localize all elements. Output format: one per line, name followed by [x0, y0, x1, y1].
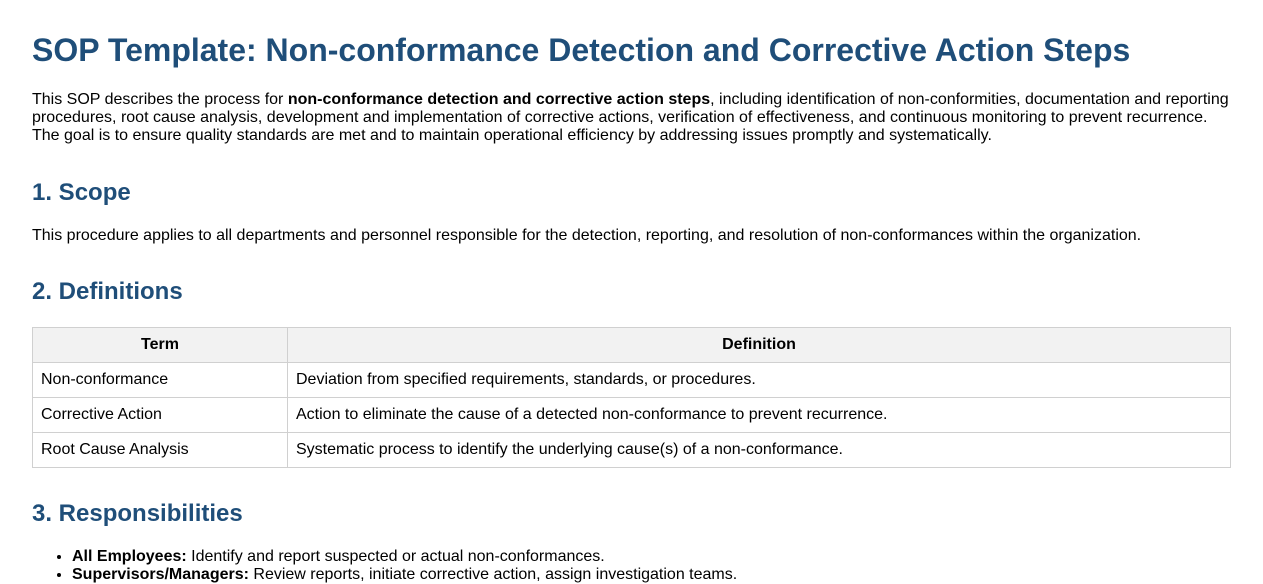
responsibilities-list [32, 548, 1231, 584]
table-row [33, 363, 1231, 398]
scope-heading: 1. Scope [32, 179, 131, 206]
scope-text: This procedure applies to all departments and personnel responsible for the detection, reporting, and resolution of non-conformances within the organization. [32, 227, 1142, 244]
column-header-definition: Definition [288, 328, 1231, 363]
role-label: All Employees: [72, 548, 187, 565]
definitions-table [32, 327, 1231, 468]
page-title: SOP Template: Non-conformance Detection and Corrective Action Steps [32, 32, 1131, 68]
table-row [33, 398, 1231, 433]
term-cell: Corrective Action [33, 398, 288, 433]
intro-paragraph [32, 91, 1232, 145]
definition-cell: Action to eliminate the cause of a detected non-conformance to prevent recurrence. [288, 398, 1231, 433]
intro-text-start: This SOP describes the process for [32, 91, 288, 108]
list-item [72, 548, 1231, 566]
column-header-term: Term [33, 328, 288, 363]
role-description: Identify and report suspected or actual non-conformances. [186, 548, 605, 565]
definition-cell: Deviation from specified requirements, standards, or procedures. [288, 363, 1231, 398]
intro-text-end: , including identification of non-conformities, documentation and reporting procedures, root cause analysis, development and implementation of corrective actions, verification of effectiveness, and continuous monitoring to prevent recurrence. The goal is to ensure quality standards are met and to maintain operational efficiency by addressing issues promptly and systematically. [32, 91, 1229, 144]
definition-cell: Systematic process to identify the underlying cause(s) of a non-conformance. [288, 433, 1231, 468]
list-item [72, 566, 1231, 584]
responsibilities-heading: 3. Responsibilities [32, 500, 243, 527]
table-header-row [33, 328, 1231, 363]
role-description: Review reports, initiate corrective action, assign investigation teams. [248, 566, 738, 583]
term-cell: Root Cause Analysis [33, 433, 288, 468]
definitions-heading: 2. Definitions [32, 278, 183, 305]
role-label: Supervisors/Managers: [72, 566, 249, 583]
intro-bold-text: non-conformance detection and corrective action steps [287, 91, 711, 108]
term-cell: Non-conformance [33, 363, 288, 398]
table-row [33, 433, 1231, 468]
